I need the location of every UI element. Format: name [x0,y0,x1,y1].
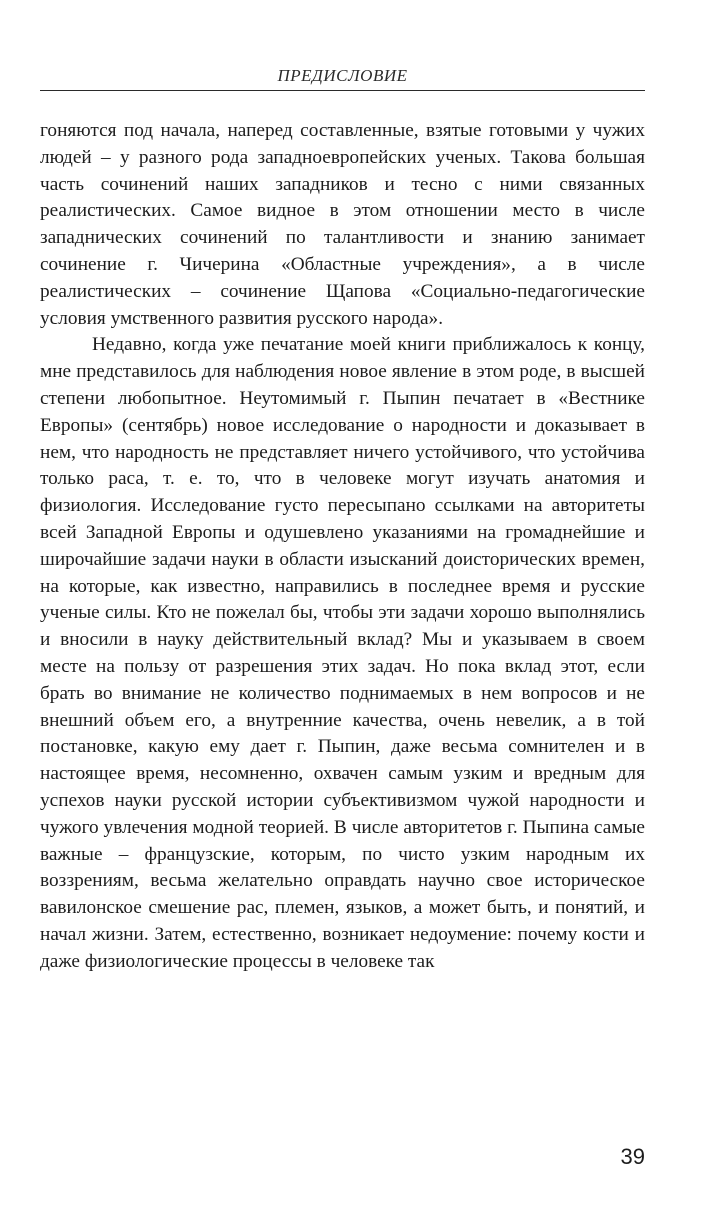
body-text [40,118,645,976]
header-divider [40,90,645,91]
page-number: 39 [620,1144,645,1169]
running-head-title: ПРЕДИСЛОВИЕ [277,66,408,85]
paragraph-2: Недавно, когда уже печатание моей книги приближалось к концу, мне представилось для наблюдения новое явление в этом роде, в высшей степени любопытное. Неутомимый г. Пыпин печатает в «Вестнике Европы» (сентябрь) новое исследование о народности и доказывает в нем, что народность не представляет ничего устойчивого, что устойчива только раса, т. е. то, что в человеке могут изучать анатомия и физиология. Исследование густо пересыпано ссылками на авторитеты всей Западной Европы и одушевлено указаниями на громаднейшие и широчайшие задачи науки в области изысканий доисторических времен, на которые, как известно, направились в последнее время и русские ученые силы. Кто не пожелал бы, чтобы эти задачи хорошо выполнялись и вносили в науку действительный вклад? Мы и указываем в своем месте на пользу от разрешения этих задач. Но пока вклад этот, если брать во внимание не количество поднимаемых в нем вопросов и не внешний объем его, а внутренние качества, очень невелик, а в той постановке, какую ему дает г. Пыпин, даже весьма сомнителен и в настоящее время, несомненно, охвачен самым узким и вредным для успехов науки русской истории субъективизмом чужой народности и чужого увлечения модной теорией. В числе авторитетов г. Пыпина самые важные – французские, которым, по чисто узким народным их воззрениям, весьма желательно оправдать научно свое историческое вавилонское смешение рас, племен, языков, а может быть, и понятий, и начал жизни. Затем, естественно, возникает недоумение: почему кости и даже физиологические процессы в человеке так [40,334,645,972]
paragraph-1: гоняются под начала, наперед составленные, взятые готовыми у чужих людей – у разного рода западноевропейских ученых. Такова большая часть сочинений наших западников и тесно с ними связанных реалистических. Самое видное в этом отношении место в числе западнических сочинений по талантливости и знанию занимает сочинение г. Чичерина «Областные учреждения», а в числе реалистических – сочинение Щапова «Социально-педагогические условия умственного развития русского народа». [40,120,645,329]
